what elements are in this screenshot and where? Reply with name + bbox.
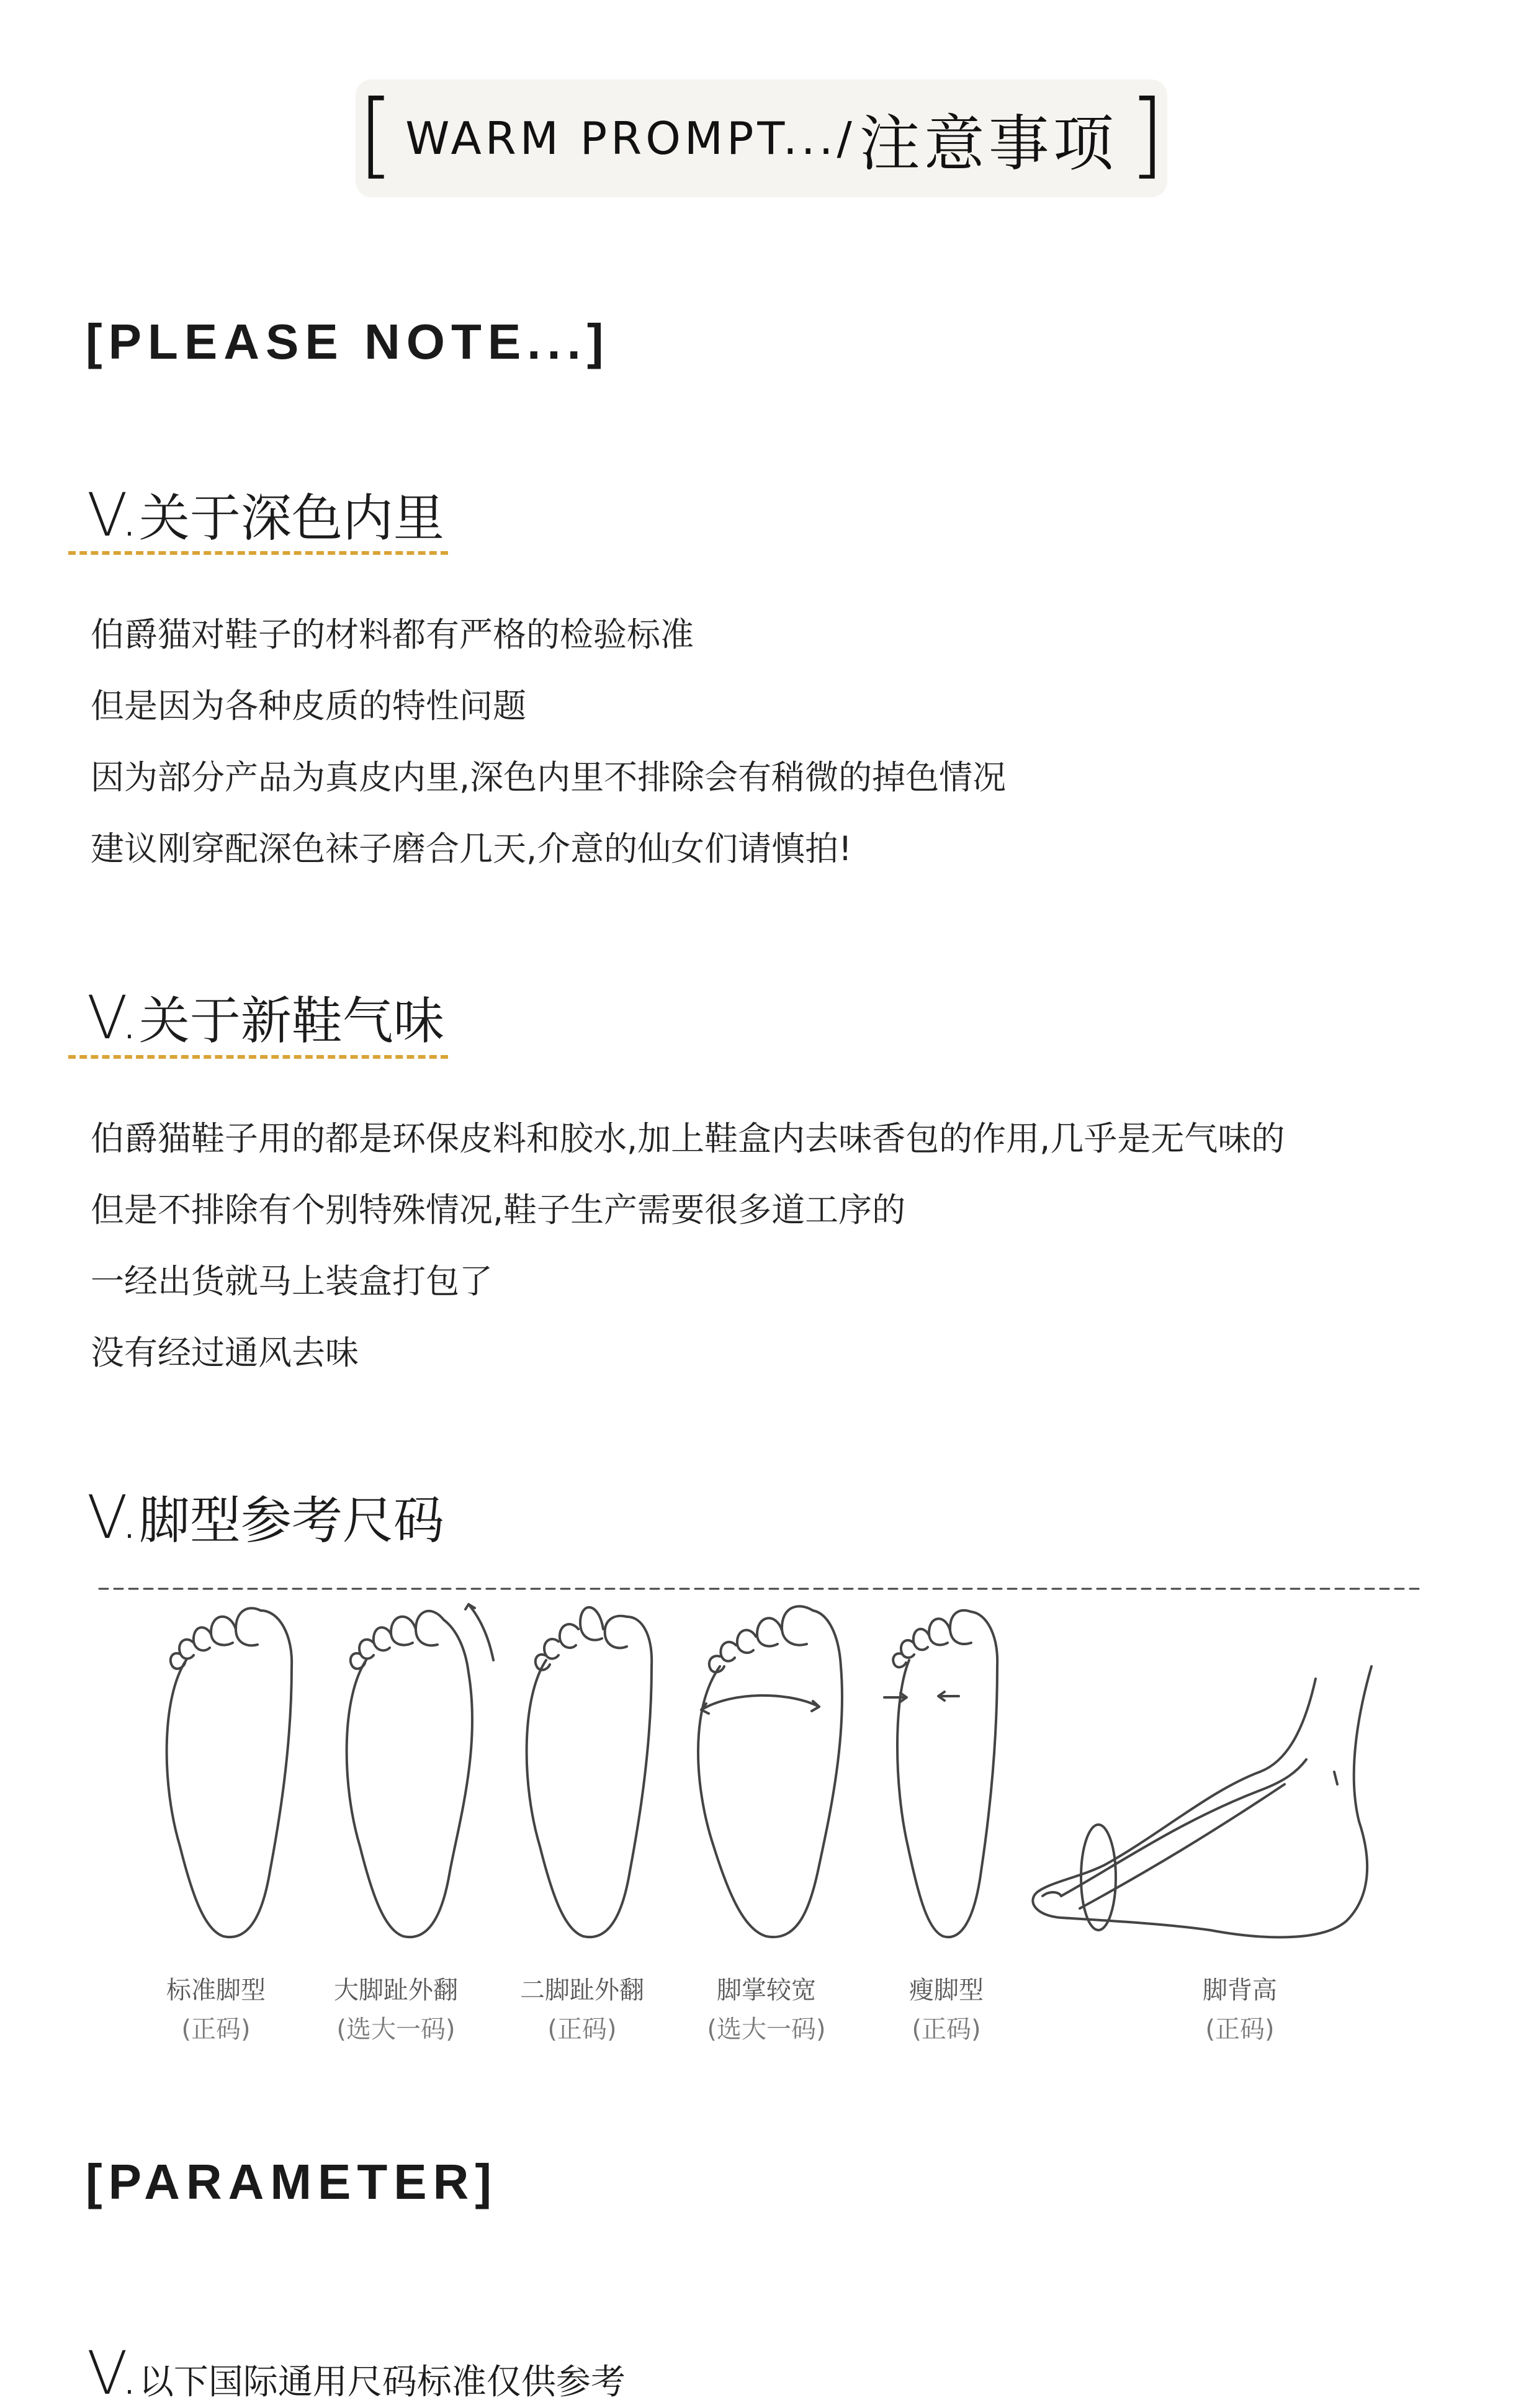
section1-line-4: 建议刚穿配深色袜子磨合几天,介意的仙女们请慎拍! [91,829,852,868]
section2-prefix: V. [87,983,139,1053]
section2-line-1: 伯爵猫鞋子用的都是环保皮料和胶水,加上鞋盒内去味香包的作用,几乎是无气味的 [91,1119,1285,1158]
section1-line-2: 但是因为各种皮质的特性问题 [91,686,526,726]
section2-divider [68,1055,448,1059]
foot-label-3: 二脚趾外翻 [520,1976,644,2005]
section1-line-3: 因为部分产品为真皮内里,深色内里不排除会有稍微的掉色情况 [91,758,1007,797]
section2-title: 关于新鞋气味 [138,992,444,1051]
section3-prefix: V. [87,1483,139,1552]
section3-title: 脚型参考尺码 [138,1491,444,1550]
foot-advice-6: (正码) [1205,2015,1275,2044]
badge-title-en: WARM PROMPT.../ [405,112,856,164]
section4-heading [87,2338,626,2408]
section4-prefix: V. [87,2338,139,2408]
header-badge [356,79,1167,197]
foot-label-1: 标准脚型 [166,1976,266,2005]
section4-title: 以下国际通用尺码标准仅供参考 [138,2362,626,2402]
section2-line-4: 没有经过通风去味 [91,1333,359,1372]
bracket-right: ] [1128,81,1165,189]
section1-prefix: V. [87,480,139,550]
bracket-left: [ [357,81,395,189]
foot-label-5: 瘦脚型 [909,1976,984,2005]
foot-second-toe-drawing [527,1607,652,1937]
foot-advice-5: (正码) [912,2015,981,2044]
section2-line-3: 一经出货就马上装盒打包了 [91,1262,493,1301]
section1-title: 关于深色内里 [138,489,444,548]
foot-advice-1: (正码) [181,2015,251,2044]
foot-advice-4: (选大一码) [707,2015,826,2044]
foot-bunion-drawing [347,1604,493,1937]
section1-heading [87,478,444,550]
section3-heading [87,1480,444,1553]
section2-line-2: 但是不排除有个别特殊情况,鞋子生产需要很多道工序的 [91,1190,906,1229]
section2-heading [87,981,444,1053]
foot-wide-drawing [698,1606,842,1937]
foot-high-instep-drawing [1033,1666,1371,1937]
section1-line-1: 伯爵猫对鞋子的材料都有严格的检验标准 [91,615,694,654]
foot-label-4: 脚掌较宽 [717,1976,816,2005]
foot-types-illustration [87,1586,1427,1958]
section-please-note: [PLEASE NOTE...] [86,314,610,369]
section1-divider [68,551,448,555]
badge-title-cn: 注意事项 [859,108,1118,179]
foot-standard-drawing [167,1608,292,1937]
foot-advice-2: (选大一码) [336,2015,455,2044]
foot-advice-3: (正码) [547,2015,617,2044]
foot-label-2: 大脚趾外翻 [334,1976,458,2005]
foot-label-6: 脚背高 [1203,1976,1277,2005]
foot-slim-drawing [884,1611,997,1937]
section-parameter: [PARAMETER] [86,2154,498,2209]
